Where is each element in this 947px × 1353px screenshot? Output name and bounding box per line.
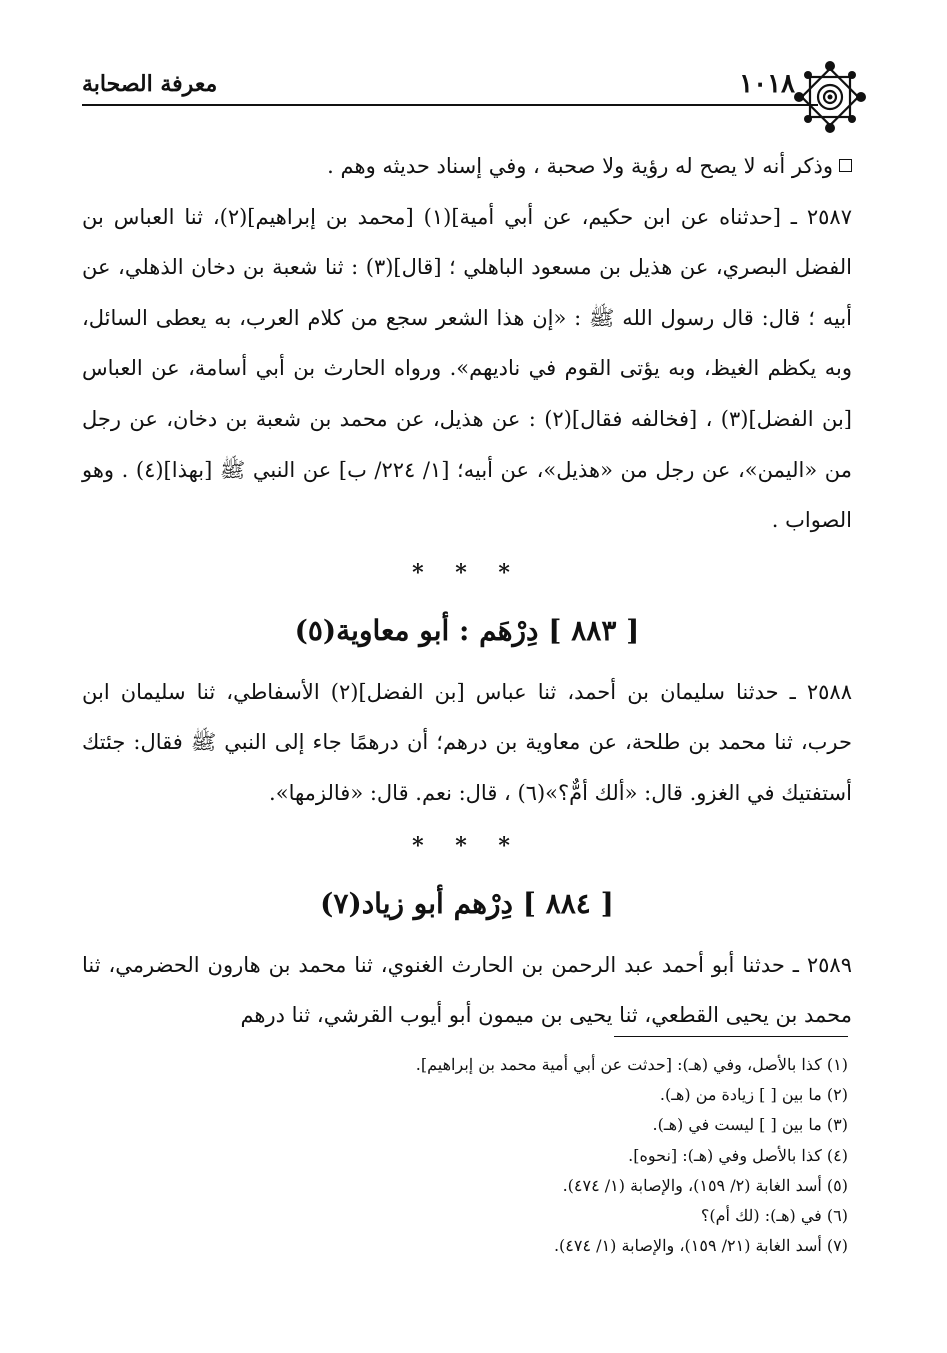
footnote-6: (٦) في (هـ): (لك أم)؟ bbox=[700, 1206, 848, 1226]
footnote-3: (٣) ما بين [ ] ليست في (هـ). bbox=[652, 1115, 848, 1135]
ornament-icon bbox=[793, 60, 867, 134]
section-separator: * * * bbox=[412, 559, 522, 586]
page-number: ١٠١٨ bbox=[739, 69, 795, 99]
hadith-2588: ٢٥٨٨ ـ حدثنا سليمان بن أحمد، ثنا عباس [بن الفضل](٢) الأسفاطي، ثنا سليمان ابن حرب، ثنا محمد بن طلحة، عن معاوية بن درهم؛ أن درهمًا جاء إلى النبي ﷺ فقال: جئتك أستفتيك في الغزو. قال: «ألك أمٌّ؟»(٦) ، قال: نعم. قال: «فالزمها». bbox=[82, 679, 852, 805]
main-text bbox=[82, 141, 852, 1041]
footnote-5: (٥) أسد الغابة (٢/ ١٥٩)، والإصابة (١/ ٤٧٤). bbox=[562, 1175, 848, 1195]
footnote-1: (١) كذا بالأصل، وفي (هـ): [حدثت عن أبي أمية محمد بن إبراهيم]. bbox=[415, 1055, 848, 1074]
hadith-2589: ٢٥٨٩ ـ حدثنا أبو أحمد عبد الرحمن بن الحارث الغنوي، ثنا محمد بن هارون الحضرمي، ثنا محمد بن يحيى القطعي، ثنا يحيى بن ميمون أبو أيوب القرشي، ثنا درهم bbox=[82, 952, 852, 1028]
footnotes bbox=[300, 1050, 848, 1261]
square-bullet-icon bbox=[839, 159, 852, 172]
hadith-2587: ٢٥٨٧ ـ [حدثناه عن ابن حكيم، عن أبي أمية](١) [محمد بن إبراهيم](٢)، ثنا العباس بن الفضل البصري، عن هذيل بن مسعود الباهلي ؛ [قال](٣) : ثنا شعبة بن دخان الذهلي، عن أبيه ؛ قال: قال رسول الله ﷺ : «إن هذا الشعر سجع من كلام العرب، به يعطى السائل، وبه يكظم الغيظ، وبه يؤتى القوم في ناديهم». ورواه الحارث بن أبي أسامة، عن العباس [بن الفضل](٣) ، [فخالفه فقال](٢) : عن هذيل، عن محمد بن شعبة بن دخان، عن رجل من «اليمن»، عن رجل من «هذيل»، عن أبيه؛ [١/ ٢٢٤/ ب] عن النبي ﷺ [بهذا](٤) . وهو الصواب . bbox=[82, 204, 852, 533]
entry-title-884: [ ٨٨٤ ] دِرْهم أبو زياد(٧) bbox=[320, 886, 614, 920]
footnote-2: (٢) ما بين [ ] زيادة من (هـ). bbox=[659, 1085, 848, 1105]
running-title: معرفة الصحابة bbox=[82, 71, 218, 97]
entry-title-883: [ ٨٨٣ ] دِرْهَم : أبو معاوية(٥) bbox=[294, 613, 640, 647]
note-text: وذكر أنه لا يصح له رؤية ولا صحبة ، وفي إسناد حديثه وهم . bbox=[327, 154, 833, 178]
header-divider bbox=[82, 104, 818, 106]
footnote-divider bbox=[614, 1036, 848, 1037]
footnote-4: (٤) كذا بالأصل وفي (هـ): [نحوه]. bbox=[628, 1145, 848, 1165]
section-separator: * * * bbox=[412, 832, 522, 859]
note-line bbox=[82, 141, 852, 192]
footnote-7: (٧) أسد الغابة (٢١/ ١٥٩)، والإصابة (١/ ٤٧٤). bbox=[553, 1236, 848, 1256]
